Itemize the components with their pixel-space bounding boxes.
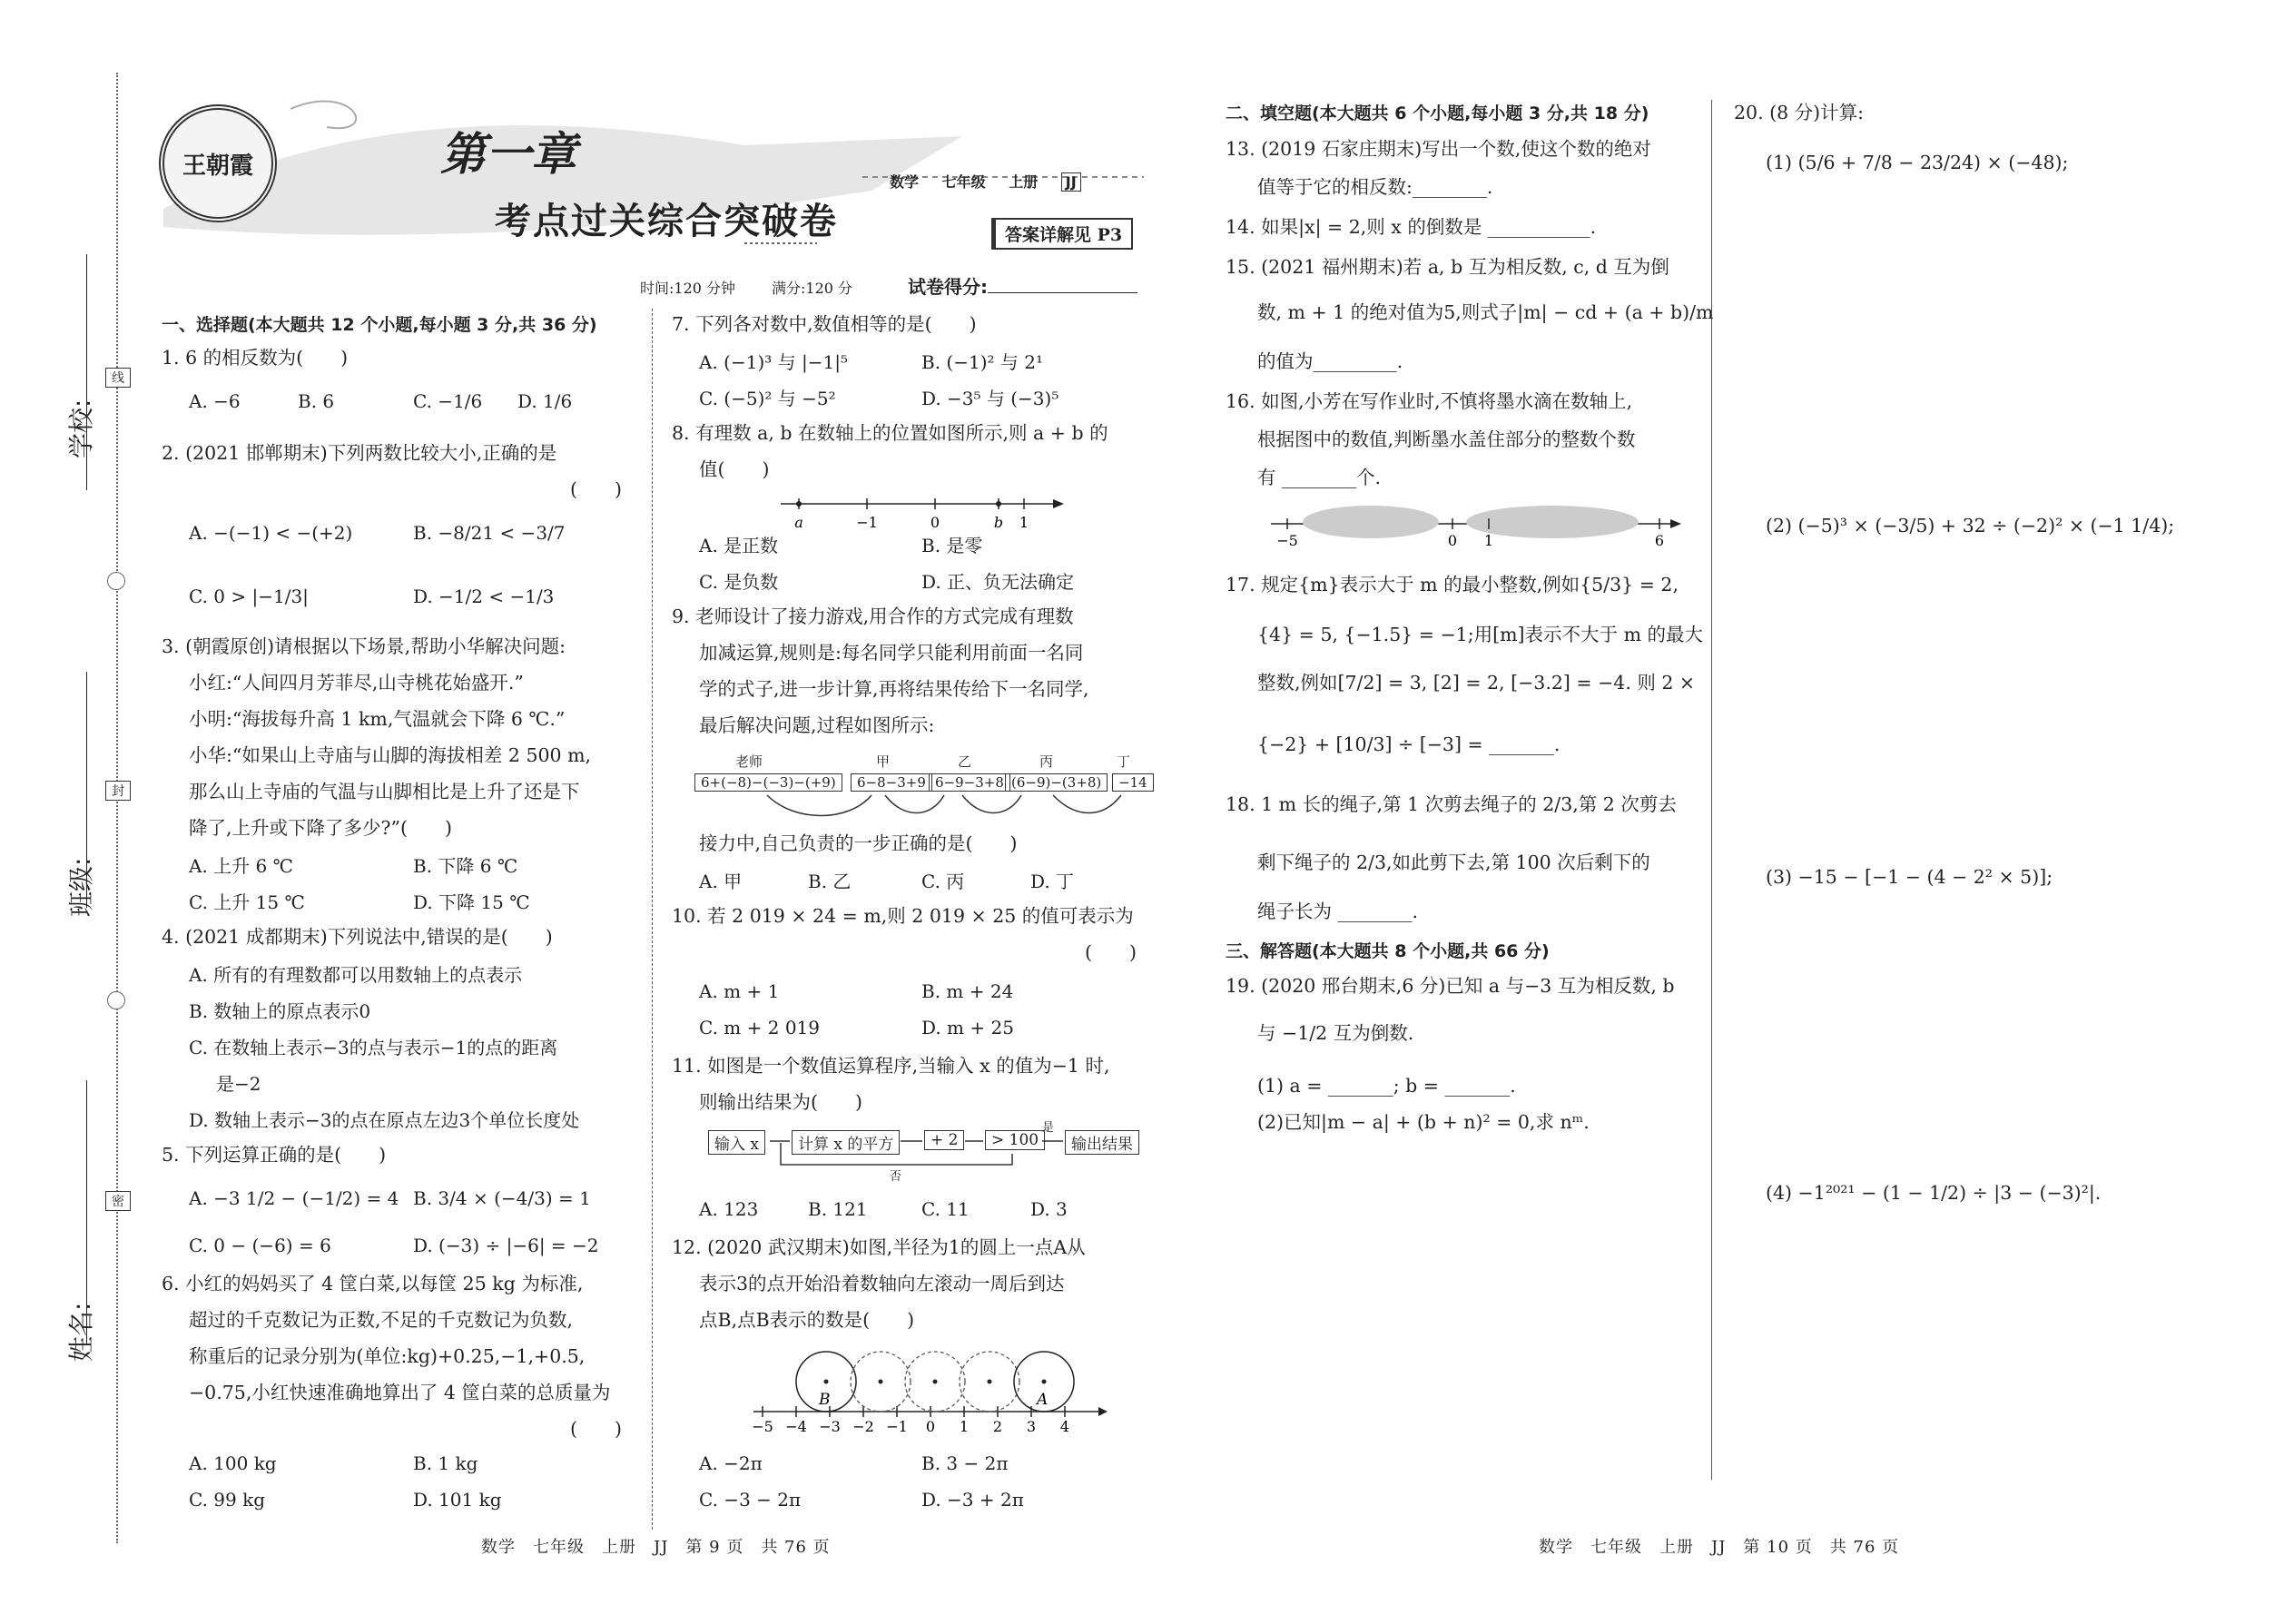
q9-arrows	[694, 792, 1148, 824]
seal-mark-secret: 密	[105, 1191, 131, 1211]
class-label: 班级:	[66, 857, 96, 917]
q7-opt-c: C. (−5)² 与 −5²	[699, 388, 836, 409]
q17-line-2: {4} = 5, {−1.5} = −1;用[m]表示不大于 m 的最大	[1257, 624, 1704, 645]
column-divider-1	[652, 309, 653, 1530]
q2-stem: 2. (2021 邯郸期末)下列两数比较大小,正确的是	[162, 442, 557, 464]
q9-opt-c: C. 丙	[921, 871, 965, 892]
q5-opt-b: B. 3/4 × (−4/3) = 1	[413, 1187, 591, 1209]
q9-line-2: 加减运算,规则是:每名同学只能利用前面一名同	[699, 642, 1084, 664]
q17-line-4: {−2} + [10/3] ÷ [−3] = _______.	[1257, 733, 1561, 755]
q17-line-3: 整数,例如[7/2] = 3, [2] = 2, [−3.2] = −4. 则 2 ×	[1257, 672, 1696, 694]
q16-axis-0-label: −5	[1276, 532, 1298, 549]
q19-line-1: 19. (2020 邢台期末,6 分)已知 a 与−3 互为相反数, b	[1226, 975, 1675, 997]
q5-opt-a: A. −3 1/2 − (−1/2) = 4	[189, 1187, 399, 1209]
q16-axis-1-label: 0	[1447, 532, 1458, 549]
q3-line-1: 3. (朝霞原创)请根据以下场景,帮助小华解决问题:	[162, 635, 566, 657]
tag-subject: 数学	[890, 173, 920, 191]
q1-opt-b: B. 6	[298, 390, 335, 412]
q16-line-1: 16. 如图,小芳在写作业时,不慎将墨水滴在数轴上,	[1226, 390, 1633, 412]
binding-hole-2	[107, 991, 125, 1009]
q8-axis-3-label: b	[993, 514, 1004, 531]
q11-box-compare: > 100	[985, 1130, 1045, 1150]
name-label: 姓名:	[66, 1302, 96, 1362]
binding-line	[116, 73, 118, 1543]
q12-point-B: B	[819, 1391, 831, 1409]
q20-part-2: (2) (−5)³ × (−3/5) + 32 ÷ (−2)² × (−1 1/4);	[1766, 515, 2175, 536]
q13-line-2: 值等于它的相反数:________.	[1257, 176, 1493, 198]
q8-point-b	[996, 501, 1001, 507]
q12-axis-7-label: 2	[992, 1418, 1003, 1435]
q15-line-1: 15. (2021 福州期末)若 a, b 互为相反数, c, d 互为倒	[1226, 256, 1669, 278]
q1-opt-d: D. 1/6	[517, 390, 573, 412]
q12-axis-8-label: 3	[1026, 1418, 1037, 1435]
q2-opt-a: A. −(−1) < −(+2)	[189, 522, 353, 544]
q3-line-5: 那么山上寺庙的气温与山脚相比是上升了还是下	[189, 781, 580, 802]
q12-opt-a: A. −2π	[699, 1452, 763, 1474]
q16-line-2: 根据图中的数值,判断墨水盖住部分的整数个数	[1257, 428, 1636, 450]
score-blank[interactable]	[988, 292, 1137, 293]
q4-opt-c-cont: 是−2	[216, 1073, 261, 1095]
q1-opt-c: C. −1/6	[413, 390, 483, 412]
q6-opt-c: C. 99 kg	[189, 1489, 266, 1511]
q8-axis-4-label: 1	[1019, 514, 1029, 531]
q8-opt-b: B. 是零	[921, 535, 983, 556]
q8-line-2: 值( )	[699, 458, 770, 480]
q1-stem: 1. 6 的相反数为( )	[162, 347, 349, 369]
school-label: 学校:	[66, 399, 96, 458]
q20-stem: 20. (8 分)计算:	[1734, 102, 1865, 123]
column-divider-2	[1711, 100, 1712, 1480]
q13-line-1: 13. (2019 石家庄期末)写出一个数,使这个数的绝对	[1226, 138, 1651, 160]
q18-line-1: 18. 1 m 长的绳子,第 1 次剪去绳子的 2/3,第 2 次剪去	[1226, 793, 1677, 815]
seal-mark-seal: 封	[105, 781, 131, 801]
q8-opt-d: D. 正、负无法确定	[921, 571, 1075, 593]
q12-opt-d: D. −3 + 2π	[921, 1489, 1024, 1511]
q11-opt-a: A. 123	[699, 1198, 759, 1220]
q11-line-1: 11. 如图是一个数值运算程序,当输入 x 的值为−1 时,	[672, 1055, 1110, 1077]
q12-line-3: 点B,点B表示的数是( )	[699, 1309, 915, 1331]
q12-opt-b: B. 3 − 2π	[921, 1452, 1009, 1474]
q9-box-5: −14	[1112, 773, 1154, 792]
q4-opt-d: D. 数轴上表示−3的点在原点左边3个单位长度处	[189, 1109, 580, 1131]
q12-line-1: 12. (2020 武汉期末)如图,半径为1的圆上一点A从	[672, 1236, 1086, 1258]
q12-axis-1-label: −4	[785, 1418, 807, 1435]
q20-part-1: (1) (5/6 + 7/8 − 23/24) × (−48);	[1766, 152, 2069, 173]
school-line	[86, 254, 87, 490]
q11-box-plus2: + 2	[924, 1130, 964, 1150]
q10-paren: ( )	[1085, 941, 1137, 963]
q5-opt-c: C. 0 − (−6) = 6	[189, 1235, 331, 1256]
q15-line-2: 数, m + 1 的绝对值为5,则式子|m| − cd + (a + b)/m	[1257, 301, 1714, 323]
q11-flow-arrows	[708, 1130, 1144, 1185]
binding-hole-1	[107, 572, 125, 590]
q5-stem: 5. 下列运算正确的是( )	[162, 1144, 387, 1166]
section-solve-title: 三、解答题(本大题共 8 个小题,共 66 分)	[1226, 941, 1550, 961]
logo-text: 王朝霞	[182, 152, 253, 180]
exam-title: 考点过关综合突破卷	[495, 200, 838, 242]
q6-line-4: −0.75,小红快速准确地算出了 4 筐白菜的总质量为	[189, 1382, 611, 1403]
q9-after: 接力中,自己负责的一步正确的是( )	[699, 832, 1018, 854]
q11-yes-label: 是	[1042, 1121, 1055, 1135]
footer-right: 数学 七年级 上册 JJ 第 10 页 共 76 页	[1539, 1538, 1900, 1557]
q8-point-a	[796, 501, 802, 507]
q3-opt-b: B. 下降 6 ℃	[413, 855, 518, 877]
q6-opt-d: D. 101 kg	[413, 1489, 502, 1511]
q9-role-ding: 丁	[1117, 753, 1131, 770]
q8-line-1: 8. 有理数 a, b 在数轴上的位置如图所示,则 a + b 的	[672, 422, 1108, 444]
q2-opt-b: B. −8/21 < −3/7	[413, 522, 566, 544]
q12-line-2: 表示3的点开始沿着数轴向左滚动一周后到达	[699, 1273, 1065, 1294]
q4-opt-b: B. 数轴上的原点表示0	[189, 1000, 371, 1022]
q11-opt-b: B. 121	[808, 1198, 868, 1220]
q20-part-3: (3) −15 − [−1 − (4 − 2² × 5)];	[1766, 866, 2053, 888]
q7-opt-d: D. −3⁵ 与 (−3)⁵	[921, 388, 1059, 409]
q19-line-3: (1) a = _______; b = _______.	[1257, 1075, 1516, 1097]
q19-line-2: 与 −1/2 互为倒数.	[1257, 1022, 1414, 1044]
answer-ref-box: 答案详解见 P3	[991, 218, 1133, 250]
q19-line-4: (2)已知|m − a| + (b + n)² = 0,求 nᵐ.	[1257, 1111, 1590, 1133]
q3-opt-d: D. 下降 15 ℃	[413, 891, 530, 913]
q8-opt-a: A. 是正数	[699, 535, 779, 556]
q11-flowchart	[708, 1121, 1144, 1194]
q4-stem: 4. (2021 成都期末)下列说法中,错误的是( )	[162, 926, 553, 948]
tag-version: JJ	[1061, 172, 1081, 192]
q11-box-input: 输入 x	[708, 1130, 765, 1155]
q6-opt-a: A. 100 kg	[189, 1452, 277, 1474]
q12-axis-6-label: 1	[959, 1418, 970, 1435]
q12-point-A: A	[1037, 1391, 1049, 1409]
q11-box-output: 输出结果	[1065, 1130, 1139, 1155]
q11-box-square: 计算 x 的平方	[792, 1130, 900, 1155]
q8-axis-1-label: −1	[856, 514, 878, 531]
footer-left: 数学 七年级 上册 JJ 第 9 页 共 76 页	[481, 1538, 831, 1557]
q9-box-4: (6−9)−(3+8)	[1005, 773, 1108, 792]
q3-line-2: 小红:“人间四月芳菲尽,山寺桃花始盛开.”	[189, 672, 524, 694]
q9-relay-diagram	[694, 752, 1148, 824]
q10-opt-d: D. m + 25	[921, 1017, 1014, 1038]
exam-time: 时间:120 分钟	[640, 280, 736, 297]
tag-grade: 七年级	[941, 173, 986, 191]
q9-opt-a: A. 甲	[699, 871, 743, 892]
q12-axis-0-label: −5	[752, 1418, 773, 1435]
q9-role-bing: 丙	[1039, 753, 1054, 770]
q9-box-3: 6−9−3+8	[929, 773, 1010, 792]
q16-axis-3-label: 6	[1654, 532, 1665, 549]
q7-opt-b: B. (−1)² 与 2¹	[921, 351, 1043, 373]
q6-paren: ( )	[570, 1418, 622, 1440]
q11-opt-d: D. 3	[1030, 1198, 1068, 1220]
score-label	[908, 272, 1137, 299]
q7-stem: 7. 下列各对数中,数值相等的是( )	[672, 313, 977, 335]
q15-line-3: 的值为_________.	[1257, 350, 1403, 372]
q11-opt-c: C. 11	[921, 1198, 970, 1220]
q20-part-4: (4) −1²⁰²¹ − (1 − 1/2) ÷ |3 − (−3)²|.	[1766, 1182, 2102, 1204]
q9-line-4: 最后解决问题,过程如图所示:	[699, 714, 935, 736]
chapter-title: 第一章	[440, 128, 576, 181]
q3-opt-c: C. 上升 15 ℃	[189, 891, 305, 913]
q18-line-3: 绳子长为 ________.	[1257, 901, 1419, 922]
q5-opt-d: D. (−3) ÷ |−6| = −2	[413, 1235, 599, 1256]
q9-opt-b: B. 乙	[808, 871, 852, 892]
q9-box-2: 6−8−3+9	[851, 773, 932, 792]
q10-opt-a: A. m + 1	[699, 980, 780, 1002]
q12-axis-2-label: −3	[819, 1418, 841, 1435]
q3-opt-a: A. 上升 6 ℃	[189, 855, 293, 877]
q8-axis-0-label: a	[794, 514, 803, 531]
q3-line-3: 小明:“海拔每升高 1 km,气温就会下降 6 ℃.”	[189, 708, 566, 730]
section-choice-title: 一、选择题(本大题共 12 个小题,每小题 3 分,共 36 分)	[162, 315, 597, 335]
exam-full-score: 满分:120 分	[772, 280, 853, 297]
q18-line-2: 剩下绳子的 2/3,如此剪下去,第 100 次后剩下的	[1257, 851, 1650, 873]
q17-line-1: 17. 规定{m}表示大于 m 的最小整数,例如{5/3} = 2,	[1226, 574, 1679, 595]
q9-box-1: 6+(−8)−(−3)−(+9)	[694, 773, 842, 792]
q10-stem: 10. 若 2 019 × 24 = m,则 2 019 × 25 的值可表示为	[672, 905, 1134, 927]
q4-opt-a: A. 所有的有理数都可以用数轴上的点表示	[189, 964, 523, 986]
q2-opt-d: D. −1/2 < −1/3	[413, 586, 555, 607]
q9-role-jia: 甲	[876, 753, 891, 770]
name-line	[86, 1080, 87, 1343]
q12-axis-4-label: −1	[886, 1418, 908, 1435]
q10-opt-c: C. m + 2 019	[699, 1017, 820, 1038]
q10-opt-b: B. m + 24	[921, 980, 1014, 1002]
q3-line-4: 小华:“如果山上寺庙与山脚的海拔相差 2 500 m,	[189, 744, 592, 766]
q6-opt-b: B. 1 kg	[413, 1452, 478, 1474]
q6-line-1: 6. 小红的妈妈买了 4 筐白菜,以每筐 25 kg 为标准,	[162, 1273, 584, 1294]
q9-role-teacher: 老师	[735, 753, 763, 770]
q11-no-label: 否	[890, 1170, 902, 1184]
q16-line-3: 有 ________个.	[1257, 467, 1382, 488]
q9-opt-d: D. 丁	[1030, 871, 1075, 892]
subject-tags	[890, 171, 1081, 192]
q7-opt-a: A. (−1)³ 与 |−1|⁵	[699, 351, 848, 373]
tag-volume: 上册	[1009, 173, 1039, 191]
class-line	[86, 672, 87, 908]
q8-opt-c: C. 是负数	[699, 571, 779, 593]
q6-line-2: 超过的千克数记为正数,不足的千克数记为负数,	[189, 1309, 574, 1331]
q16-ink-number-line	[1271, 504, 1689, 549]
seal-mark-line: 线	[105, 368, 131, 388]
q8-axis-2-label: 0	[930, 514, 940, 531]
logo-emblem	[159, 104, 277, 222]
q11-line-2: 则输出结果为( )	[699, 1091, 862, 1113]
section-fill-title: 二、填空题(本大题共 6 个小题,每小题 3 分,共 18 分)	[1226, 103, 1649, 123]
q12-axis-9-label: 4	[1059, 1418, 1070, 1435]
q12-axis-3-label: −2	[852, 1418, 874, 1435]
q9-line-3: 学的式子,进一步计算,再将结果传给下一名同学,	[699, 678, 1089, 700]
q3-line-6: 降了,上升或下降了多少?”( )	[189, 817, 452, 839]
q2-paren: ( )	[570, 478, 622, 500]
q2-opt-c: C. 0 > |−1/3|	[189, 586, 309, 607]
q9-line-1: 9. 老师设计了接力游戏,用合作的方式完成有理数	[672, 605, 1074, 627]
q4-opt-c: C. 在数轴上表示−3的点与表示−1的点的距离	[189, 1037, 558, 1058]
q16-axis-2-label: 1	[1483, 532, 1494, 549]
q6-line-3: 称重后的记录分别为(单位:kg)+0.25,−1,+0.5,	[189, 1345, 586, 1367]
q1-opt-a: A. −6	[189, 390, 241, 412]
score-label-text: 试卷得分:	[908, 276, 988, 298]
q12-opt-c: C. −3 − 2π	[699, 1489, 802, 1511]
q14-line-1: 14. 如果|x| = 2,则 x 的倒数是 ___________.	[1226, 216, 1597, 238]
q12-rolling-circle-figure	[744, 1339, 1108, 1439]
q9-role-yi: 乙	[958, 753, 972, 770]
q12-axis-5-label: 0	[925, 1418, 936, 1435]
